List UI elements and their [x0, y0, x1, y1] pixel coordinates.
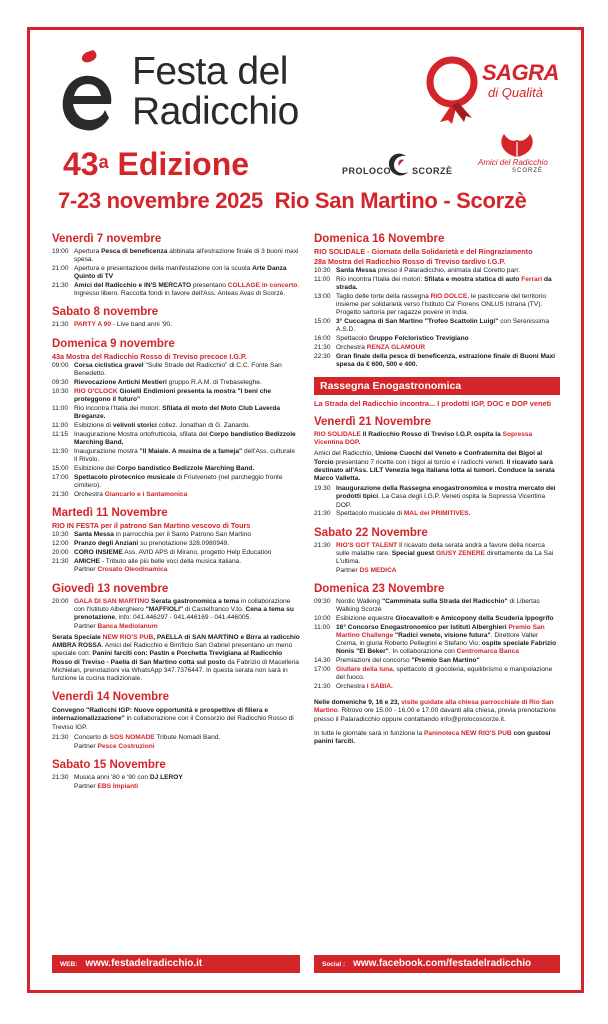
event-time: 10:30: [52, 531, 69, 539]
text: Premiazioni del concorso: [336, 657, 412, 665]
text-bold: Sfilata e mostra statica di auto: [424, 275, 522, 283]
event-row: [314, 510, 560, 518]
text: Spettacolo musicale di: [336, 510, 404, 518]
text-bold: Convegno "Radicchi IGP: Nuove opportunità e prospettive di filiera e internazionalizzazione": [52, 707, 268, 723]
event-desc: [336, 624, 560, 657]
event-time: 11:30: [52, 447, 69, 455]
event-dates: [58, 188, 527, 214]
text: . La Casa degli I.G.P. Veneti ospita la Sopressa Vicentina DOP.: [336, 493, 546, 509]
event-time: 21:30: [52, 490, 69, 498]
social-label: Social :: [322, 961, 346, 968]
paninoteca-note: [314, 730, 560, 746]
text-red: RIO DOLCE: [430, 292, 468, 300]
event-row: [52, 540, 300, 548]
text-bold: Giocavallo® e Amicopony della Scuderia Ippogrifo: [395, 615, 554, 623]
footer-social-bar: [314, 955, 560, 973]
amici-logo-town: SCORZÈ: [512, 168, 544, 174]
text: dell'Ass. culturale Il Rivolo.: [74, 447, 296, 463]
event-time: 09:00: [52, 362, 69, 370]
event-row: [52, 282, 300, 298]
partner-label: Partner: [336, 566, 360, 574]
text-red: Centromarca Banca: [456, 648, 519, 656]
event-desc: [74, 422, 300, 430]
event-time: 15:00: [52, 464, 69, 472]
social-link[interactable]: www.facebook.com/festadelradicchio: [353, 958, 532, 969]
text: Nordic Walking: [336, 598, 382, 606]
event-row: [314, 318, 560, 334]
text: Inaugurazione mostra: [74, 447, 140, 455]
day-heading-16-nov: Domenica 16 Novembre: [314, 233, 445, 245]
event-row: [314, 267, 560, 275]
event-desc: [336, 318, 560, 334]
text-bold: Santa Messa: [336, 267, 376, 274]
text: . In collaborazione con: [388, 648, 457, 656]
event-time: 10:30: [52, 387, 69, 395]
text: Inaugurazione Mostra ortofrutticola, sfilata del: [74, 430, 210, 438]
event-time: 21:30: [314, 683, 331, 691]
text-bold: Inaugurazione della Rassegna enogastronomica e mostra mercato dei prodotti tipici: [336, 485, 556, 501]
day-heading-13-nov: Giovedì 13 novembre: [52, 582, 169, 595]
event-row: [52, 431, 300, 447]
text: . Ingresso libero. Raccolta fondi in favore dell'Ass. Anteas Avas di Scorzè.: [74, 282, 300, 298]
event-time: 14.30: [314, 657, 331, 665]
text-bold: velivoli storici: [112, 421, 157, 429]
text-bold: Rievocazione Antichi Mestieri: [74, 379, 167, 387]
text-red: Giullare della luna: [336, 666, 393, 674]
edition-sup: a: [98, 152, 109, 172]
event-row: [314, 615, 560, 623]
partner-label: Partner: [74, 622, 98, 630]
event-time: 10:00: [314, 615, 331, 623]
text-red: RIO'S GOT TALENT: [336, 541, 398, 549]
event-time: 19.30: [314, 485, 331, 493]
text-bold: Pesca di beneficenza: [101, 248, 168, 255]
text-bold: da strada.: [336, 275, 552, 291]
text-red: Ferrari: [521, 275, 543, 283]
text-red: visite guidate alla chiesa parrocchiale di Rio San Martino: [314, 699, 554, 715]
event-time: 20:00: [52, 597, 69, 605]
text: - Live band anni '90.: [111, 321, 173, 329]
edition-heading: [63, 146, 249, 182]
event-row: [314, 598, 560, 614]
text: Orchestra: [336, 343, 367, 351]
event-row: [314, 335, 560, 343]
event-desc: [336, 485, 560, 510]
text: Orchestra: [336, 683, 367, 691]
proloco-logo: [342, 166, 453, 176]
text: da Fabrizio di Macelleria Michielan, prenotazioni via WhatsApp 347.7376447. In questa serata non sarà in funzione la cucina tradizionale.: [52, 658, 299, 683]
guided-visits-note: [314, 699, 560, 724]
event-row: [314, 276, 560, 292]
text: Musica anni '80 e '90 con: [74, 773, 150, 781]
festa-title: [132, 52, 299, 132]
text-red: Giancarlo e i Santamonica: [104, 490, 188, 498]
event-desc: [336, 542, 560, 567]
radicchio-e-logo-icon: [57, 48, 121, 134]
text: Concerto di: [74, 733, 110, 741]
event-time: 13:00: [314, 292, 331, 300]
day-heading-7-nov: Venerdì 7 novembre: [52, 233, 162, 245]
amici-logo-text: Amici del Radicchio: [478, 158, 548, 167]
text-bold: Amici del Radicchio e IN'S MERCATO: [74, 282, 192, 289]
day-heading-21-nov: Venerdì 21 Novembre: [314, 416, 431, 428]
text-red: Premio San Martino Challenge: [336, 623, 545, 640]
web-link[interactable]: www.festadelradicchio.it: [85, 958, 203, 969]
event-desc: [74, 321, 300, 329]
day-heading-9-nov: Domenica 9 novembre: [52, 337, 175, 350]
proloco-label: PROLOCO: [342, 166, 392, 176]
partner-label: Partner: [74, 782, 98, 790]
text: Esibizione equestre: [336, 615, 396, 623]
text-bold: Arte Danza Quinto di TV: [74, 265, 287, 281]
event-desc: [336, 293, 560, 318]
event-desc: [336, 666, 560, 682]
event-row: [52, 531, 300, 539]
text-bold: Serata Speciale: [52, 634, 103, 641]
text-red: MAL dei PRIMITIVES.: [403, 510, 471, 518]
text-bold: Unione Cuochi del Veneto e Confraternita dei Bigoi al Torcio: [314, 450, 543, 466]
event-desc: [74, 465, 300, 473]
event-desc: [74, 549, 300, 557]
event-time: 16:00: [314, 335, 331, 342]
sagra-title: SAGRA: [482, 60, 559, 85]
text: , spettacolo di giocoleria, equilibrismo e manipolazione del fuoco.: [336, 666, 553, 682]
text-bold: "Radici venete, visione futura": [393, 632, 491, 640]
event-desc: [74, 558, 300, 566]
event-row: [52, 774, 300, 782]
text: Esibizione di: [74, 421, 113, 429]
text-bold: Gruppo Folcloristico Trevigiano: [369, 335, 469, 342]
text: Apertura: [74, 248, 102, 255]
event-row: [52, 465, 300, 473]
program-right-column: [314, 230, 560, 748]
text: Esibizione del: [74, 464, 117, 472]
day-heading-14-nov: Venerdì 14 Novembre: [52, 691, 169, 704]
event-desc: [336, 510, 560, 518]
event-row: [314, 353, 560, 369]
day-subtitle: RIO SOLIDALE - Giornata della Solidarietà e del Ringraziamento: [314, 247, 533, 256]
text-bold: Spettacolo pirotecnico musicale: [74, 473, 176, 481]
event-row: [52, 734, 300, 742]
partner-label: Partner: [74, 742, 98, 750]
event-time: 21:30: [52, 733, 69, 741]
event-row: [52, 388, 300, 404]
event-row: [314, 683, 560, 691]
event-desc: [336, 615, 560, 623]
text-bold: Pranzo degli Anziani: [74, 540, 139, 547]
partner-line: [52, 743, 300, 751]
text-bold: CORO INSIEME: [74, 548, 123, 556]
text-bold: , PAELLA di SAN MARTINO e Birra al radicchio AMBRA ROSSA: [52, 634, 300, 650]
text-bold: AMICHE: [74, 557, 101, 565]
day-subtitle: 28a Mostra del Radicchio Rosso di Treviso tardivo I.G.P.: [314, 256, 506, 266]
event-desc: [74, 531, 300, 539]
event-desc: [336, 344, 560, 352]
event-row: [52, 598, 300, 623]
text: Ass. AVID APS di Mirano, progetto Help Education: [122, 548, 272, 556]
event-row: [314, 542, 560, 567]
text-bold: ospite speciale Fabrizio Nonis "El Beker": [336, 640, 557, 656]
event-time: 11:00: [52, 404, 69, 412]
event-time: 11:00: [52, 421, 69, 429]
event-desc: [74, 265, 300, 281]
text-red: RENZA GLAMOUR: [366, 343, 426, 351]
partner-line: [52, 623, 300, 631]
text: , le pasticcerie del territorio insieme per solidarietà verso l'Istituto Ca' Florens ONLUS Istrana (TV). Progetto sartoria per ragazze povere in India.: [336, 292, 547, 317]
footer-web-bar: [52, 955, 300, 973]
event-time: 11:15: [52, 430, 69, 438]
text-bold: 16° Concorso Enogastronomico per Istituti Alberghieri: [336, 623, 509, 631]
text: In tutte le giornate sarà in funzione la: [314, 729, 424, 737]
text-bold: Serata gastronomica a tema: [149, 597, 240, 605]
text-bold: Cena a tema su prenotazione: [74, 605, 294, 621]
event-time: 09:30: [314, 598, 331, 606]
text-bold: Gioielli Endimioni presenta la mostra "I beni che proteggono il futuro": [74, 387, 272, 404]
text-bold: Sfilata di moto del Moto Club Laverda Breganze.: [74, 404, 281, 421]
text: "Sulle Strade del Radicchio" di C.C. Fonte San Benedetto.: [74, 362, 282, 378]
event-desc: [336, 276, 560, 292]
event-desc: [74, 405, 300, 421]
event-time: 21:30: [314, 343, 331, 351]
text: . Ritrovo ore 15.00 - 16.00 e 17.00 davanti alla chiesa, previa prenotazione presso il Palaradicchio oppure contattando info@prolocoscorze.it.: [314, 707, 556, 723]
partner-name: DS MEDICA: [359, 566, 397, 574]
text-bold: Special guest: [391, 549, 437, 557]
day-heading-8-nov: Sabato 8 novembre: [52, 306, 159, 319]
text: di Libertas Walking Scorzè: [336, 598, 540, 614]
text-bold: Panini farciti con: Pastin e Porchetta Trevigiana al Radicchio Rosso di Treviso - Paella di San Martino cotta sul posto: [52, 650, 283, 666]
event-row: [314, 657, 560, 665]
text-red: SOS NOMADE: [109, 733, 155, 741]
text-bold: "Camminata sulla Strada del Radicchio": [381, 598, 508, 606]
edition-number: 43: [63, 146, 99, 182]
text: Tribute Nomadi Band.: [154, 733, 221, 741]
text-red: NEW RIO'S PUB: [102, 634, 154, 641]
text: con Serenissima A.S.D.: [336, 318, 549, 334]
event-time: 21:00: [52, 265, 69, 272]
partner-name: Pesce Costruzioni: [97, 742, 155, 750]
text: Il ricavato della serata andrà a favore della ricerca sulle malattie rare.: [336, 541, 545, 557]
event-row: [314, 624, 560, 657]
event-desc: [336, 598, 560, 614]
event-time: 17:00: [52, 473, 69, 481]
text: su prenotazione 328.0980949.: [138, 540, 230, 547]
festa-title-line2: Radicchio: [132, 90, 299, 133]
amici-radicchio-icon: [492, 130, 542, 158]
event-time: 11:00: [314, 275, 331, 283]
text: Amici del Radicchio,: [314, 450, 376, 458]
edition-word: Edizione: [117, 146, 250, 182]
event-time: 21:30: [314, 510, 331, 518]
text-bold: Il ricavato sarà destinato all'Ass. LILT Venezia lega italiana lotta ai tumori. Conduce la serata Marco Valletta.: [314, 458, 555, 483]
text: Rio incontra l'Italia dei motori:: [336, 275, 425, 283]
text: gruppo R.A.M. di Trebaseleghe.: [166, 379, 262, 387]
event-time: 12:00: [52, 540, 69, 547]
text-red: GALA DI SAN MARTINO: [74, 597, 150, 605]
festa-title-line1: Festa del: [132, 50, 288, 93]
day-heading-15-nov: Sabato 15 Novembre: [52, 758, 166, 771]
text-red: RIO O'CLOCK: [74, 387, 118, 395]
day-heading-23-nov: Domenica 23 Novembre: [314, 583, 445, 596]
event-row: [314, 293, 560, 318]
event-row: [52, 491, 300, 499]
text-bold: Santa Messa: [74, 531, 114, 539]
partner-line: [314, 567, 560, 575]
text-bold: "Il Maiale. A musina de a fameja": [139, 447, 243, 455]
event-time: 15:00: [314, 318, 331, 325]
event-row: [52, 321, 300, 329]
rassegna-subtitle: La Strada del Radicchio incontra... I prodotti IGP, DOC e DOP veneti: [314, 399, 552, 408]
sagra-subtitle: di Qualità: [488, 85, 543, 100]
event-desc: [74, 774, 300, 782]
event-place: Rio San Martino - Scorzè: [274, 188, 527, 213]
text: presso il Palaradicchio, animata dal Coretto parr.: [375, 267, 520, 274]
text-bold: Nelle domeniche 9, 16 e 23,: [314, 699, 402, 707]
event-time: 21:30: [52, 321, 69, 329]
text-bold: con gustosi panini farciti.: [314, 729, 551, 746]
text-bold: "Premio San Martino": [411, 657, 480, 665]
text: , info: 041.446297 - 041.446169 - 041.446005.: [115, 614, 252, 621]
event-desc: [336, 657, 560, 665]
event-desc: [336, 683, 560, 691]
event-row: [314, 485, 560, 510]
text-bold: DJ LEROY: [149, 773, 183, 781]
text: in parrocchia per il Santo Patrono San Martino: [113, 531, 252, 539]
text: presentano 7 ricette con i bigoi al torcio e i radicchi veneti.: [333, 458, 507, 466]
text: abbinata all'estrazione finale di 3 buoni maxi spesa.: [74, 248, 299, 264]
event-time: 11:00: [314, 623, 331, 631]
event-time: 17:00: [314, 666, 331, 674]
event-row: [52, 422, 300, 430]
partner-line: [52, 566, 300, 574]
text: di Castelfranco V.to.: [183, 605, 246, 613]
event-row: [52, 248, 300, 264]
text-bold: Corsa ciclistica gravel: [74, 362, 144, 370]
rio-solidale-note: [314, 431, 560, 447]
web-label: WEB:: [60, 961, 78, 968]
event-desc: [74, 388, 300, 404]
text-bold: "MAFFIOLI": [145, 605, 184, 613]
day-heading-11-nov: Martedì 11 Novembre: [52, 506, 168, 519]
event-desc: [74, 540, 300, 548]
event-time: 22:30: [314, 352, 331, 360]
event-desc: [74, 448, 300, 464]
event-time: 21:30: [314, 541, 331, 549]
day-heading-22-nov: Sabato 22 Novembre: [314, 526, 428, 539]
text-red: I SABIA.: [366, 683, 393, 691]
text-red: RIO SOLIDALE: [314, 431, 361, 438]
text-red: Paninoteca NEW RIO'S PUB: [423, 729, 512, 737]
event-desc: [74, 379, 300, 387]
partner-name: Banca Mediolanum: [97, 622, 158, 630]
event-row: [314, 666, 560, 682]
text-bold: Corpo bandistico Bedizzole Marching Band.: [116, 464, 255, 472]
event-time: 19:00: [52, 248, 69, 255]
text-red: Sopressa Vicentina DOP.: [314, 431, 533, 447]
text-bold: 3° Cuccagna di San Martino "Trofeo Scattolin Luigi": [336, 318, 499, 325]
text: in collaborazione con l'Istituto Alberghiero: [74, 597, 291, 613]
event-row: [314, 344, 560, 352]
event-desc: [74, 474, 300, 490]
event-row: [52, 474, 300, 490]
text-red: PARTY A 90: [74, 321, 112, 329]
event-time: 21:30: [52, 773, 69, 781]
text-red: GIUSY ZENERE: [436, 549, 486, 557]
special-evening-note: [52, 634, 300, 683]
event-desc: [74, 598, 300, 623]
event-time: 20:00: [52, 548, 69, 556]
partner-name: Crosato Oleodinamica: [97, 566, 168, 574]
text: . Direttore Valter Crema, in giuria Roberto Pellegrini e Stefano Vio;: [336, 632, 539, 648]
partner-name: EBS Impianti: [97, 782, 139, 790]
event-row: [52, 448, 300, 464]
event-row: [52, 362, 300, 378]
event-desc: [74, 362, 300, 378]
text: collez. Jonathan di G. Zanardo.: [156, 421, 251, 429]
text: Apertura e presentazione della manifestazione con la scuola: [74, 265, 253, 272]
day-subtitle: RIO IN FESTA per il patrono San Martino vescovo di Tours: [52, 520, 251, 530]
event-desc: [74, 491, 300, 499]
text: Taglio delle torte della rassegna: [336, 292, 431, 300]
text: - Tributo alle più belle voci della musica italiana.: [100, 557, 242, 565]
event-desc: Gran finale della pesca di beneficenza, estrazione finale di Buoni Maxi spesa da € 600, 500 e 400.: [336, 352, 556, 368]
text: in collaborazione con il Consorzio del Radicchio Rosso di Treviso IGP.: [52, 715, 294, 731]
rassegna-banner: Rassegna Enogastronomica: [314, 377, 560, 395]
event-row: [52, 558, 300, 566]
convegno-note: [52, 707, 300, 732]
day-subtitle: 43a Mostra del Radicchio Rosso di Treviso precoce I.G.P.: [52, 351, 247, 361]
partner-label: Partner: [74, 566, 98, 574]
text: . Amici del Radicchio e Birrificio San Gabriel presentano un menù speciale con:: [52, 642, 293, 658]
partner-line: [52, 783, 300, 791]
event-row: [52, 379, 300, 387]
event-desc: [74, 431, 300, 447]
event-time: 21:30: [52, 282, 69, 289]
event-time: 21:30: [52, 557, 69, 565]
event-time: 09:30: [52, 379, 69, 387]
event-desc: [74, 248, 300, 264]
text: Spettacolo: [336, 335, 369, 342]
event-row: [52, 265, 300, 281]
event-desc: [74, 734, 300, 742]
text-red: COLLAGE in concerto: [227, 282, 298, 289]
event-desc: [74, 282, 300, 298]
text-bold: Il Radicchio Rosso di Treviso I.G.P. ospita la: [360, 431, 503, 438]
proloco-town: SCORZÈ: [412, 166, 453, 176]
text: Rio incontra l'Italia dei motori:: [74, 404, 163, 412]
event-desc: [336, 335, 560, 343]
event-row: [52, 549, 300, 557]
dates-range: 7-23 novembre 2025: [58, 188, 263, 213]
text-bold: Corpo bandistico Bedizzole Marching Band.: [74, 430, 296, 446]
event-desc: [336, 267, 560, 275]
text: direttamente da La Sai L'ultima.: [336, 549, 554, 566]
event-row: [52, 405, 300, 421]
text: presentano: [191, 282, 228, 289]
text: Orchestra: [74, 490, 105, 498]
text: di Friulveneto (nel parcheggio fronte cimitero).: [74, 473, 283, 489]
event-time: 10:30: [314, 267, 331, 274]
cuochi-note: [314, 450, 560, 483]
program-left-column: [52, 230, 300, 791]
